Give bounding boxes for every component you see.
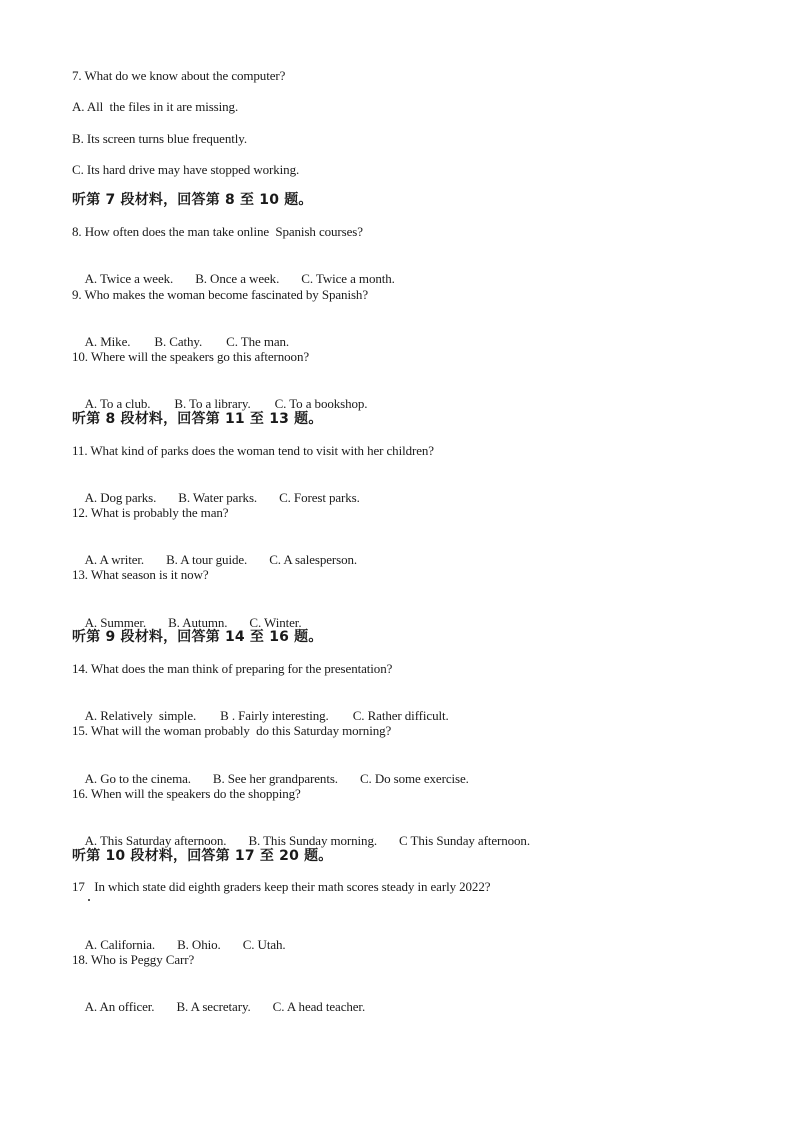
q18-option-b: B. A secretary. xyxy=(176,999,251,1014)
question-15: 15. What will the woman probably do this Saturday morning? xyxy=(72,723,392,738)
q13-option-c: C. Winter. xyxy=(249,615,302,630)
question-10: 10. Where will the speakers go this afternoon? xyxy=(72,349,310,364)
q12-option-a: A. A writer. xyxy=(84,552,145,567)
section-heading-7: 听第 7 段材料，回答第 8 至 10 题。 xyxy=(72,192,313,208)
q15-option-b: B. See her grandparents. xyxy=(212,771,338,786)
q7-option-c: C. Its hard drive may have stopped working. xyxy=(72,162,300,177)
q7-option-a: A. All the files in it are missing. xyxy=(72,99,239,114)
q14-option-b: B . Fairly interesting. xyxy=(220,708,329,723)
q16-option-c: C This Sunday afternoon. xyxy=(399,833,530,848)
section-heading-8: 听第 8 段材料，回答第 11 至 13 题。 xyxy=(72,411,323,427)
question-12: 12. What is probably the man? xyxy=(72,505,229,520)
q15-option-c: C. Do some exercise. xyxy=(359,771,469,786)
section-heading-9: 听第 9 段材料，回答第 14 至 16 题。 xyxy=(72,629,323,645)
q11-option-b: B. Water parks. xyxy=(178,490,258,505)
question-17: 17 In which state did eighth graders keep their math scores steady in early 2022? xyxy=(72,879,491,894)
question-9: 9. Who makes the woman become fascinated by Spanish? xyxy=(72,287,369,302)
q15-option-a: A. Go to the cinema. xyxy=(84,771,191,786)
q7-option-b: B. Its screen turns blue frequently. xyxy=(72,131,247,146)
question-8: 8. How often does the man take online Spanish courses? xyxy=(72,224,363,239)
q10-option-c: C. To a bookshop. xyxy=(274,396,368,411)
q9-option-c: C. The man. xyxy=(226,334,290,349)
q17-option-c: C. Utah. xyxy=(242,937,286,952)
stray-mark xyxy=(88,899,90,901)
q10-option-b: B. To a library. xyxy=(174,396,251,411)
q9-option-b: B. Cathy. xyxy=(154,334,203,349)
question-7: 7. What do we know about the computer? xyxy=(72,68,286,83)
question-18: 18. Who is Peggy Carr? xyxy=(72,952,195,967)
q13-option-a: A. Summer. xyxy=(84,615,147,630)
q9-option-a: A. Mike. xyxy=(84,334,131,349)
q11-option-a: A. Dog parks. xyxy=(84,490,157,505)
question-11: 11. What kind of parks does the woman tend to visit with her children? xyxy=(72,443,434,458)
q11-option-c: C. Forest parks. xyxy=(279,490,360,505)
q17-option-b: B. Ohio. xyxy=(177,937,221,952)
q17-option-a: A. California. xyxy=(84,937,156,952)
question-13: 13. What season is it now? xyxy=(72,567,209,582)
q8-option-a: A. Twice a week. xyxy=(84,271,174,286)
q18-option-c: C. A head teacher. xyxy=(272,999,366,1014)
q10-option-a: A. To a club. xyxy=(84,396,151,411)
q8-option-b: B. Once a week. xyxy=(195,271,280,286)
q12-option-b: B. A tour guide. xyxy=(166,552,248,567)
q16-option-a: A. This Saturday afternoon. xyxy=(84,833,227,848)
question-16: 16. When will the speakers do the shopping? xyxy=(72,786,301,801)
q13-option-b: B. Autumn. xyxy=(168,615,228,630)
q12-option-c: C. A salesperson. xyxy=(269,552,358,567)
q8-option-c: C. Twice a month. xyxy=(301,271,395,286)
q14-option-c: C. Rather difficult. xyxy=(352,708,449,723)
q16-option-b: B. This Sunday morning. xyxy=(248,833,378,848)
question-14: 14. What does the man think of preparing for the presentation? xyxy=(72,661,393,676)
q18-options xyxy=(72,983,365,1031)
q18-option-a: A. An officer. xyxy=(84,999,155,1014)
section-heading-10: 听第 10 段材料，回答第 17 至 20 题。 xyxy=(72,848,333,864)
q14-option-a: A. Relatively simple. xyxy=(84,708,197,723)
